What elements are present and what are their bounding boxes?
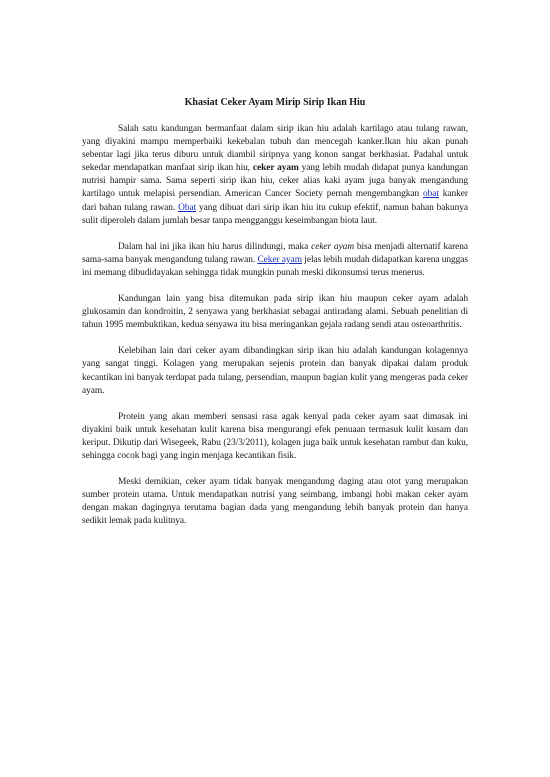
paragraph-1-text-d: yang dibuat dari sirip ikan hiu itu cukup efektif, namun bahan bakunya sulit diperoleh dalam jumlah besar tanpa mengganggu keseimbangan biota laut. (82, 202, 469, 226)
paragraph-2-italic-term: ceker ayam (311, 241, 355, 252)
paragraph-3: Kandungan lain yang bisa ditemukan pada sirip ikan hiu maupun ceker ayam adalah glukosamin dan kondroitin, 2 senyawa yang berkhasiat sebagai antiradang alami. Sebuah penelitian di tahun 1995 membuktikan, kedua senyawa itu bisa meringankan gejala radang sendi atau osteoarthritis. (82, 294, 468, 331)
paragraph-1-bold-term: ceker ayam (252, 163, 299, 174)
paragraph-2-text-a: Dalam hal ini jika ikan hiu harus dilindungi, maka (118, 241, 309, 252)
paragraph-4: Kelebihan lain dari ceker ayam dibandingkan sirip ikan hiu adalah kandungan kolagennya yang sangat tinggi. Kolagen yang merupakan sejenis protein dan banyak dipakai dalam produk kecantikan ini banyak terdapat pada tulang, persendian, maupun bagian kulit yang mengeras pada ceker ayam. (82, 346, 468, 396)
paragraph-6: Meski demikian, ceker ayam tidak banyak mengandung daging atau otot yang merupakan sumber protein utama. Untuk mendapatkan nutrisi yang seimbang, imbangi hobi makan ceker ayam dengan makan dagingnya terutama bagian dada yang mengandung lebih banyak protein dan hanya sedikit lemak pada kulitnya. (82, 477, 468, 527)
paragraph-5: Protein yang akan memberi sensasi rasa agak kenyal pada ceker ayam saat dimasak ini diyakini baik untuk kesehatan kulit karena bisa mengurangi efek penuaan termasuk kulit kusam dan keriput. Dikutip dari Wisegeek, Rabu (23/3/2011), kolagen juga baik untuk kesehatan rambut dan kuku, sehingga cocok bagi yang ingin menjaga kecantikan fisik. (82, 411, 468, 461)
document-page (82, 96, 468, 528)
paragraph-1-text-a: Salah satu kandungan bermanfaat dalam sirip ikan hiu adalah kartilago atau tulang rawan, yang diyakini mampu memperbaiki kekebalan tubuh dan mencegah kanker.Ikan hiu akan punah sebentar lagi jika terus diburu untuk diambil siripnya yang konon sangat berkhasiat. Padahal untuk sekedar mendapatkan manfaat sirip ikan hiu, (82, 124, 468, 174)
ceker-ayam-link[interactable]: Ceker ayam (257, 254, 302, 265)
paragraph-1-text-b: yang lebih mudah didapat punya kandungan nutrisi hampir sama. Sama seperti sirip ikan hiu, ceker alias kaki ayam juga banyak mengandung kartilago untuk melapisi persendian. American Cancer Society pernah mengembangkan (82, 163, 469, 200)
paragraph-1-text-c: kanker dari bahan tulang rawan. (82, 189, 468, 213)
document-title: Khasiat Ceker Ayam Mirip Sirip Ikan Hiu (184, 97, 366, 108)
obat-link[interactable]: obat (422, 189, 439, 200)
paragraph-2-text-b: bisa menjadi alternatif karena sama-sama banyak mengandung tulang rawan. (82, 241, 468, 265)
obat-link-2[interactable]: Obat (178, 202, 197, 213)
paragraph-1 (82, 123, 468, 228)
paragraph-2 (82, 241, 468, 280)
paragraph-2-text-c: jelas lebih mudah didapatkan karena unggas ini memang dibudidayakan sehingga tidak mungkin punah meski dikonsumsi terus menerus. (82, 254, 469, 278)
